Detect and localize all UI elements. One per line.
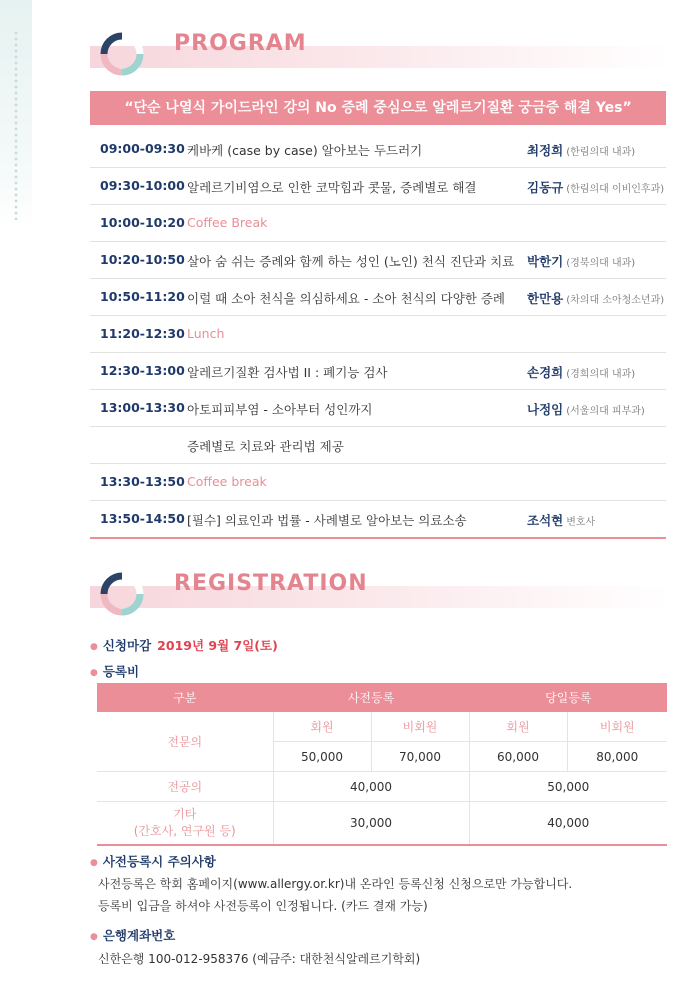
notice-line-1: 사전등록은 학회 홈페이지(www.allergy.or.kr)내 온라인 등록신청 신청으로만 가능합니다. (98, 877, 573, 891)
speaker-affiliation: 변호사 (566, 517, 596, 528)
fee-heading (90, 662, 139, 680)
program-schedule (90, 131, 666, 539)
fee-cell: 50,000 (273, 742, 371, 772)
program-speaker (527, 400, 645, 418)
program-speaker (527, 289, 664, 307)
registration-fee-table (97, 683, 667, 846)
speaker-affiliation: (한림의대 내과) (566, 147, 636, 158)
notice-label: 사전등록시 주의사항 (102, 854, 216, 869)
fee-cell: 40,000 (469, 802, 667, 846)
program-speaker (527, 363, 635, 381)
program-row (90, 242, 666, 279)
speaker-affiliation: (차의대 소아청소년과) (566, 295, 665, 306)
bullet-dot-icon: ● (90, 642, 98, 652)
sub-member: 회원 (273, 712, 371, 742)
category-others-line2: (간호사, 연구원 등) (133, 824, 236, 838)
speaker-affiliation: (한림의대 이비인후과) (566, 184, 665, 195)
fee-cell: 40,000 (273, 772, 469, 802)
program-session-title: 알레르기비염으로 인한 코막힘과 콧물, 증례별로 해결 (187, 180, 477, 195)
program-time: 13:50-14:50 (100, 511, 185, 526)
speaker-name: 김동규 (527, 180, 564, 195)
program-break-row (90, 464, 666, 501)
program-title: PROGRAM (174, 31, 307, 56)
speaker-name: 나정임 (527, 402, 564, 417)
program-time: 13:00-13:30 (100, 400, 185, 415)
program-session-title: 알레르기질환 검사법 II : 폐기능 검사 (187, 365, 388, 380)
program-row (90, 390, 666, 427)
header-onsite-registration: 당일등록 (469, 683, 667, 712)
bullet-dot-icon: ● (90, 932, 98, 942)
speaker-affiliation: (경희의대 내과) (566, 369, 636, 380)
program-session-title: 이럴 때 소아 천식을 의심하세요 - 소아 천식의 다양한 증례 (187, 291, 505, 306)
program-time: 09:00-09:30 (100, 141, 185, 156)
program-session-title: 케바케 (case by case) 알아보는 두드러기 (187, 143, 423, 158)
program-speaker (527, 252, 635, 270)
program-time: 10:00-10:20 (100, 215, 185, 230)
program-time: 12:30-13:00 (100, 363, 185, 378)
program-time: 13:30-13:50 (100, 474, 185, 489)
program-time: 10:20-10:50 (100, 252, 185, 267)
program-session-title: 아토피피부염 - 소아부터 성인까지 (187, 402, 373, 417)
program-row (90, 168, 666, 205)
deadline-value: 2019년 9월 7일(토) (157, 638, 278, 653)
decorative-side-strip (0, 0, 32, 230)
program-time: 10:50-11:20 (100, 289, 185, 304)
sub-nonmember: 비회원 (567, 712, 667, 742)
ring-logo-icon (100, 572, 144, 616)
program-speaker (527, 511, 595, 529)
speaker-name: 박한기 (527, 254, 564, 269)
program-banner: “단순 나열식 가이드라인 강의 No 증례 중심으로 알레르기질환 궁금증 해결 Yes” (90, 91, 666, 125)
speaker-affiliation: (서울의대 피부과) (566, 406, 645, 417)
speaker-name: 조석현 (527, 513, 564, 528)
program-row (90, 427, 666, 464)
fee-label: 등록비 (102, 664, 140, 679)
notice-line-2: 등록비 입금을 하셔야 사전등록이 인정됩니다. (카드 결재 가능) (98, 899, 428, 913)
header-pre-registration: 사전등록 (273, 683, 469, 712)
bank-heading (90, 926, 175, 944)
bank-account: 신한은행 100-012-958376 (예금주: 대한천식알레르기학회) (98, 952, 421, 966)
category-specialist: 전문의 (97, 712, 273, 772)
category-resident: 전공의 (97, 772, 273, 802)
fee-cell: 50,000 (469, 772, 667, 802)
bullet-dot-icon: ● (90, 668, 98, 678)
notice-heading (90, 852, 216, 870)
program-row (90, 353, 666, 390)
program-speaker (527, 141, 635, 159)
sub-member: 회원 (469, 712, 567, 742)
program-time: 11:20-12:30 (100, 326, 185, 341)
speaker-name: 손경희 (527, 365, 564, 380)
program-session-title: 증례별로 치료와 관리법 제공 (187, 439, 344, 454)
header-category: 구분 (97, 683, 273, 712)
speaker-name: 한만용 (527, 291, 564, 306)
speaker-name: 최정희 (527, 143, 564, 158)
program-session-title: Lunch (187, 326, 225, 341)
program-time: 09:30-10:00 (100, 178, 185, 193)
program-session-title: Coffee break (187, 474, 267, 489)
program-speaker (527, 178, 664, 196)
deadline (90, 636, 278, 654)
program-session-title: [필수] 의료인과 법률 - 사례별로 알아보는 의료소송 (187, 513, 467, 528)
sub-nonmember: 비회원 (371, 712, 469, 742)
registration-section-header (90, 568, 670, 618)
fee-cell: 60,000 (469, 742, 567, 772)
category-others (97, 802, 273, 846)
program-section-header (90, 28, 670, 78)
program-row (90, 131, 666, 168)
program-session-title: 살아 숨 쉬는 증례와 함께 하는 성인 (노인) 천식 진단과 치료 (187, 254, 515, 269)
fee-cell: 80,000 (567, 742, 667, 772)
program-row (90, 279, 666, 316)
program-row (90, 501, 666, 539)
program-session-title: Coffee Break (187, 215, 268, 230)
dot-pattern (11, 30, 21, 220)
ring-logo-icon (100, 32, 144, 76)
deadline-label: 신청마감 (102, 638, 152, 653)
registration-title: REGISTRATION (174, 571, 368, 596)
category-others-line1: 기타 (173, 807, 197, 821)
speaker-affiliation: (경북의대 내과) (566, 258, 636, 269)
bullet-dot-icon: ● (90, 858, 98, 868)
fee-cell: 70,000 (371, 742, 469, 772)
bank-label: 은행계좌번호 (102, 928, 176, 943)
program-break-row (90, 316, 666, 353)
fee-cell: 30,000 (273, 802, 469, 846)
program-break-row (90, 205, 666, 242)
